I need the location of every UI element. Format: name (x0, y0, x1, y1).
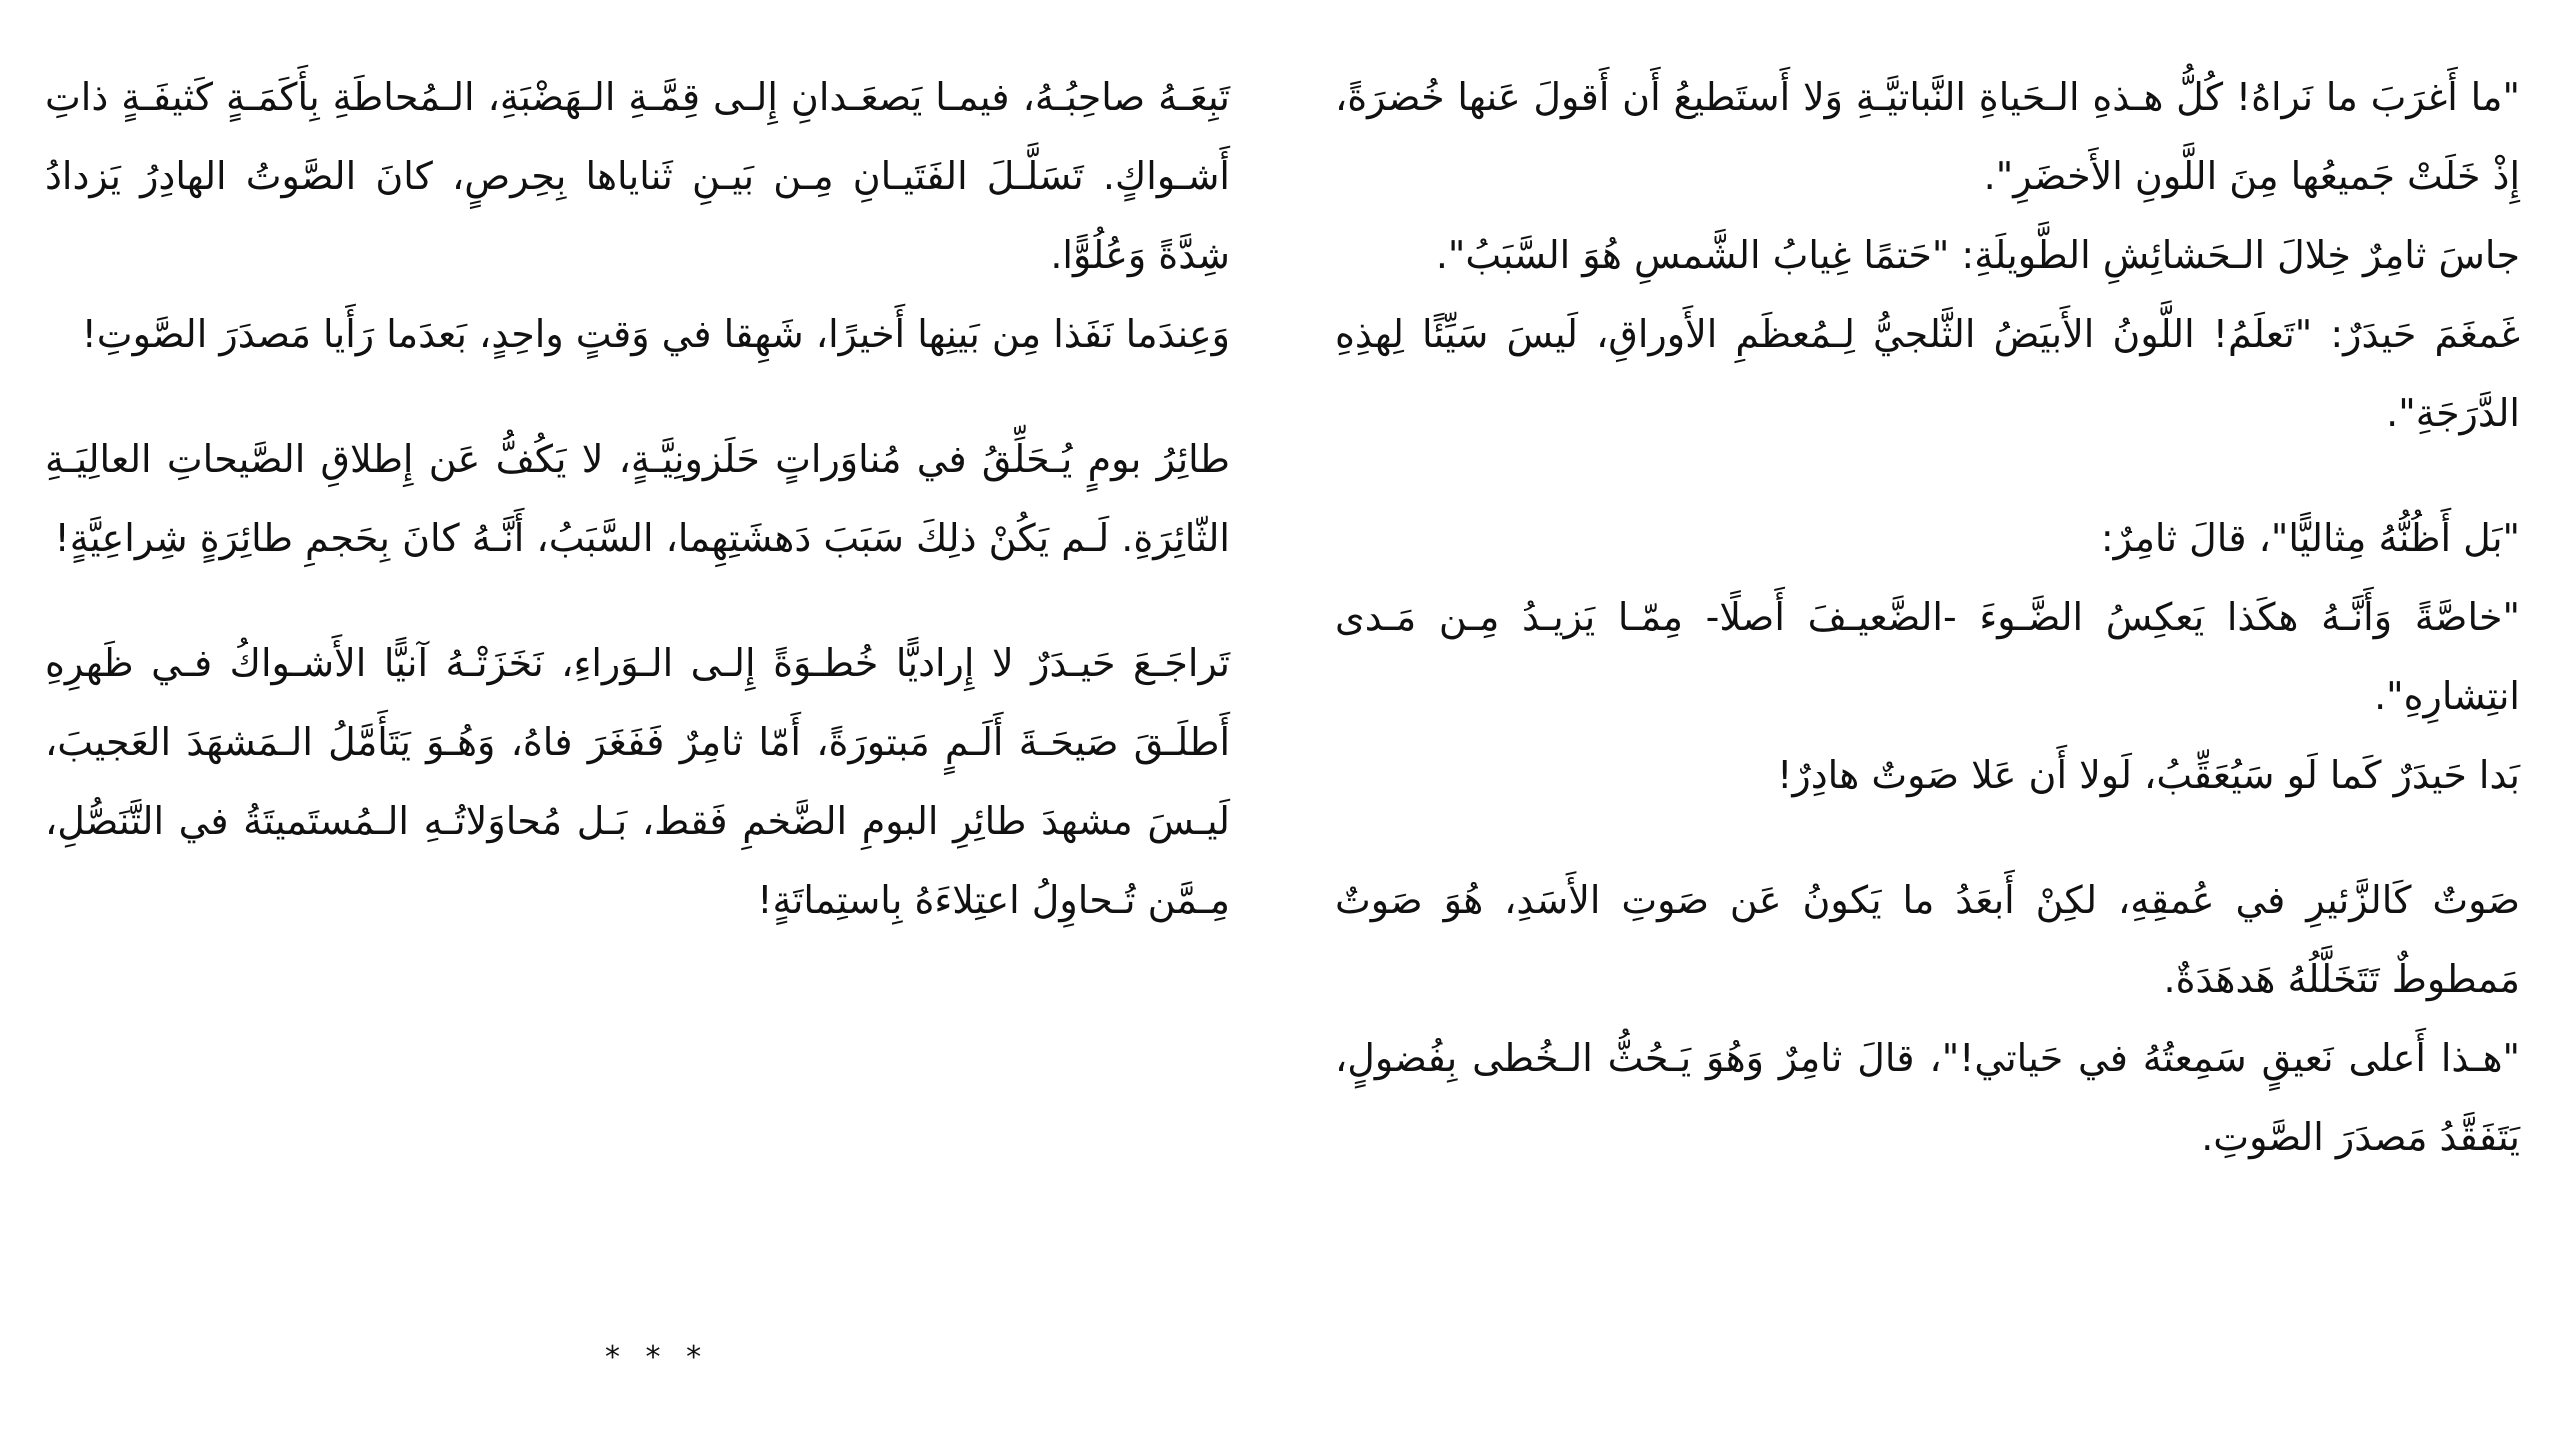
paragraph: "هـذا أَعلى نَعيقٍ سَمِعتُهُ في حَياتي!"، قالَ ثامِرٌ وَهُوَ يَـحُثُّ الـخُطى بِفُضولٍ، يَتَفَقَّدُ مَصدَرَ الصَّوتِ. (1335, 1036, 2520, 1159)
paragraph: غَمغَمَ حَيدَرٌ: "تَعلَمُ! اللَّونُ الأَبيَضُ الثَّلجيُّ لِـمُعظَمِ الأَوراقِ، لَيسَ سَيِّئًا لِهذِهِ الدَّرَجَةِ". (1335, 312, 2520, 435)
paragraph: جاسَ ثامِرٌ خِلالَ الـحَشائِشِ الطَّويلَةِ: "حَتمًا غِيابُ الشَّمسِ هُوَ السَّبَبُ". (1435, 233, 2520, 277)
paragraph-gap (1335, 815, 2520, 861)
paragraph-gap (45, 374, 1230, 420)
paragraph-gap (45, 578, 1230, 624)
paragraph: تَراجَـعَ حَيـدَرٌ لا إِراديًّا خُطـوَةً إِلـى الـوَراءِ، نَخَزَتْـهُ آنيًّا الأَشـواكُ فـي ظَهرِهِ أَطلَـقَ صَيحَـةَ أَلَـمٍ مَبتورَةً، أَمّا ثامِرٌ فَفَغَرَ فاهُ، وَهُـوَ يَتَأَمَّلُ الـمَشهَدَ العَجيبَ، لَيـسَ مشهدَ طائِرِ البومِ الضَّخمِ فَقط، بَـل مُحاوَلاتُـهِ الـمُستَميتَةُ في التَّنَصُّلِ، مِـمَّن تُـحاوِلُ اعتِلاءَهُ بِاستِماتَةٍ! (45, 641, 1230, 922)
paragraph: "بَل أَظُنُّهُ مِثاليًّا"، قالَ ثامِرٌ: (2100, 516, 2520, 560)
paragraph: صَوتٌ كَالزَّئيرِ في عُمقِهِ، لكِنْ أَبعَدُ ما يَكونُ عَن صَوتِ الأَسَدِ، هُوَ صَوتٌ مَمطوطٌ تَتَخَلَّلُهُ هَدهَدَةٌ. (1335, 878, 2520, 1001)
paragraph-gap (1335, 453, 2520, 499)
paragraph: "خاصَّةً وَأَنَّـهُ هكَذا يَعكِسُ الضَّـوءَ -الضَّعيـفَ أَصلًا- مِمّـا يَزيـدُ مِـن مَـدى انتِشارِهِ". (1335, 595, 2520, 718)
paragraph: طائِرُ بومٍ يُـحَلِّقُ في مُناوَراتٍ حَلَزونِيَّـةٍ، لا يَكُفُّ عَن إِطلاقِ الصَّيحاتِ العالِيَـةِ الثّائِرَةِ. لَـم يَكُنْ ذلِكَ سَبَبَ دَهشَتِهِما، السَّبَبُ، أَنَّـهُ كانَ بِحَجمِ طائِرَةٍ شِراعِيَّةٍ! (45, 437, 1230, 560)
section-separator: * * * (605, 1340, 710, 1375)
paragraph: "ما أَغرَبَ ما نَراهُ! كُلُّ هـذهِ الـحَياةِ النَّباتيَّـةِ وَلا أَستَطيعُ أَن أَقولَ عَنها خُضرَةً، إِذْ خَلَتْ جَميعُها مِنَ اللَّونِ الأَخضَرِ". (1335, 75, 2520, 198)
right-page-text (1335, 58, 2520, 1177)
paragraph: بَدا حَيدَرٌ كَما لَو سَيُعَقِّبُ، لَولا أَن عَلا صَوتٌ هادِرٌ! (1777, 753, 2520, 797)
paragraph: وَعِندَما نَفَذا مِن بَينِها أَخيرًا، شَهِقا في وَقتٍ واحِدٍ، بَعدَما رَأَيا مَصدَرَ الصَّوتِ! (81, 312, 1230, 356)
paragraph: تَبِعَـهُ صاحِبُـهُ، فيمـا يَصعَـدانِ إِلـى قِمَّـةِ الـهَضْبَةِ، الـمُحاطَةِ بِأَكَمَـةٍ كَثيفَـةٍ ذاتِ أَشـواكٍ. تَسَلَّـلَ الفَتَيـانِ مِـن بَيـنِ ثَناياها بِحِرصٍ، كانَ الصَّوتُ الهادِرُ يَزدادُ شِدَّةً وَعُلُوًّا. (45, 75, 1230, 277)
left-page-text (45, 58, 1230, 940)
